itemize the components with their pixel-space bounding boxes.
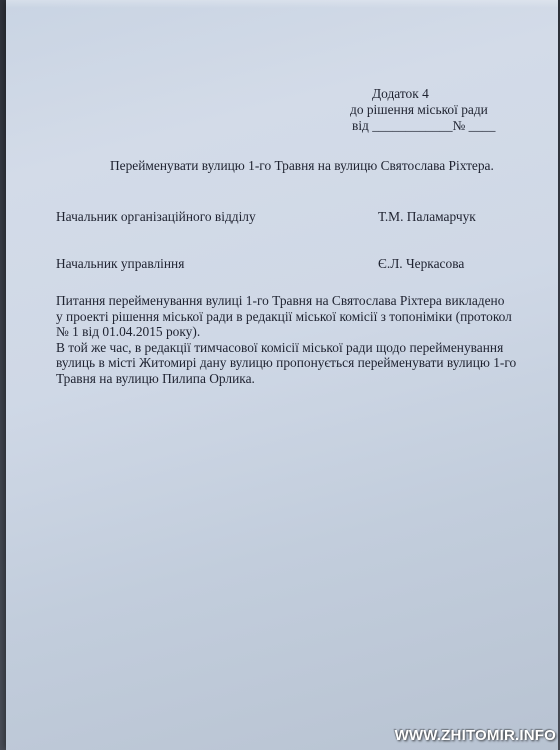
appendix-header [350,86,496,134]
signature-row [56,256,476,272]
site-watermark: WWW.ZHITOMIR.INFO [394,727,556,744]
paragraph-line: Питання перейменування вулиці 1-го Травня на Святослава Ріхтера викладено [56,293,505,308]
signature-role: Начальник управління [56,256,185,271]
page-edge-highlight [6,0,558,8]
appendix-date-number: від ____________№ ____ [352,118,496,133]
paragraph-line: у проекті рішення міської ради в редакції міської комісії з топоніміки (протокол [56,308,512,324]
paragraph-line: Травня на вулицю Пилипа Орлика. [56,370,255,386]
paragraph-line: вулиць в місті Житомирі дану вулицю пропонується перейменувати вулицю 1-го [56,355,517,371]
explanatory-paragraph [56,293,526,387]
signature-role: Начальник організаційного відділу [56,209,256,224]
document-title: Перейменувати вулицю 1-го Травня на вулицю Святослава Ріхтера. [110,158,494,173]
paragraph-line: № 1 від 01.04.2015 року). [56,324,201,340]
appendix-decision-ref: до рішення міської ради [350,102,488,117]
signature-name: Є.Л. Черкасова [378,256,465,271]
paragraph-line: В той же час, в редакції тимчасової комісії міської ради щодо перейменування [56,339,504,355]
signature-row [56,209,476,225]
appendix-number: Додаток 4 [372,86,429,101]
signature-name: Т.М. Паламарчук [378,209,476,224]
